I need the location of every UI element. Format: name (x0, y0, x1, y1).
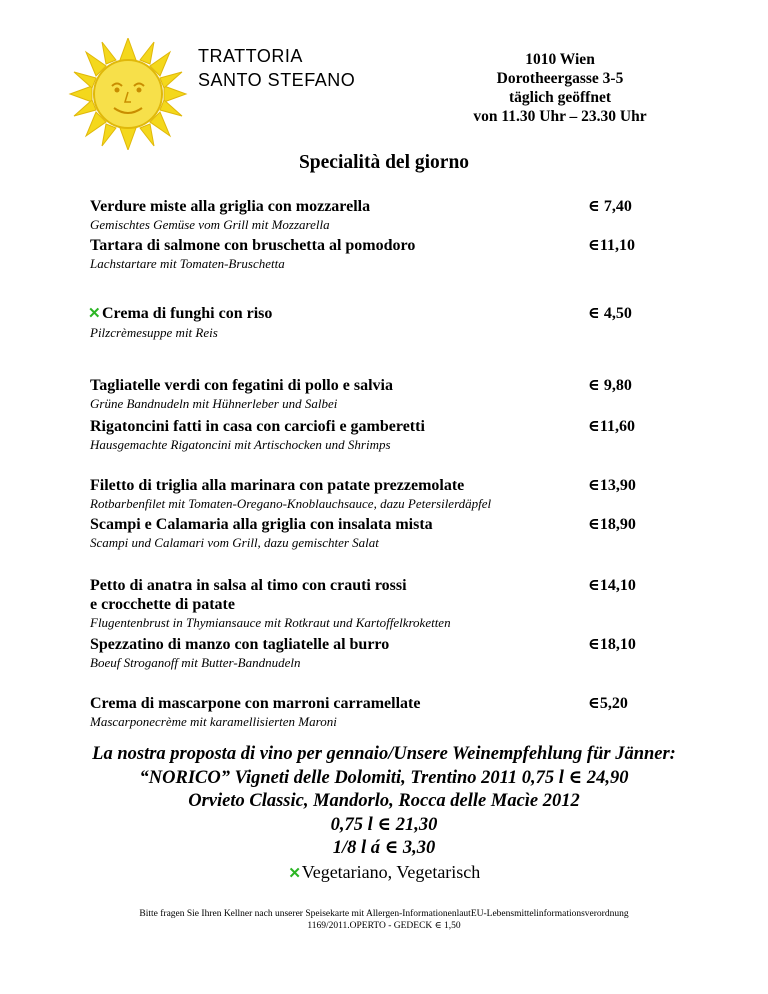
menu-item-translation: Gemischtes Gemüse vom Grill mit Mozzarella (90, 217, 330, 232)
menu-item-name: Scampi e Calamaria alla griglia con insalata mista (90, 516, 433, 533)
menu-item-name: Filetto di triglia alla marinara con patate prezzemolate (90, 477, 465, 494)
menu-item (90, 236, 670, 272)
menu-item-translation: Rotbarbenfilet mit Tomaten-Oregano-Knoblauchsauce, dazu Petersilerdäpfel (90, 496, 492, 511)
menu-item-price: ∈ 7,40 (588, 198, 632, 215)
menu-item-name: Tagliatelle verdi con fegatini di pollo e salvia (90, 377, 393, 394)
menu-item-name: Crema di funghi con riso (102, 305, 273, 322)
menu-item-name: Petto di anatra in salsa al timo con crauti rossi (90, 577, 407, 594)
menu-item-name: Spezzatino di manzo con tagliatelle al burro (90, 636, 390, 653)
wine-line: “NORICO” Vigneti delle Dolomiti, Trentino 2011 0,75 l ∈ 24,90 (139, 767, 629, 788)
menu-item-price: ∈5,20 (588, 695, 628, 712)
menu-item-translation: Grüne Bandnudeln mit Hühnerleber und Salbei (90, 396, 338, 411)
wine-price-glass: 1/8 l á ∈ 3,30 (332, 838, 436, 858)
wine-recommendation (0, 743, 768, 886)
leaf-cross-icon: ✕ (88, 306, 101, 322)
menu-item-translation: Hausgemachte Rigatoncini mit Artischocken und Shrimps (90, 437, 391, 452)
menu-item (90, 576, 670, 631)
sun-face-icon (58, 38, 198, 150)
wine-heading: La nostra proposta di vino per gennaio/Unsere Weinempfehlung für Jänner: (92, 744, 676, 764)
menu-item-price: ∈14,10 (588, 577, 636, 594)
menu-item-name-line2: e crocchette di patate (90, 596, 235, 613)
address-line: täglich geöffnet (508, 89, 611, 106)
vegetarian-legend-text: Vegetariano, Vegetarisch (301, 861, 481, 882)
restaurant-name-line2: SANTO STEFANO (198, 70, 356, 90)
menu-item-price: ∈ 4,50 (588, 305, 632, 322)
menu-item-price: ∈18,10 (588, 636, 636, 653)
menu-item (90, 304, 670, 341)
menu-item-name: Rigatoncini fatti in casa con carciofi e gamberetti (90, 418, 425, 435)
menu-item-price: ∈11,10 (588, 237, 635, 254)
wine-price-bottle: 0,75 l ∈ 21,30 (330, 814, 438, 835)
menu-item (90, 376, 670, 412)
restaurant-logo-text (198, 44, 355, 92)
address-line: 1010 Wien (525, 51, 595, 68)
menu-item-name: Verdure miste alla griglia con mozzarella (90, 198, 371, 215)
menu-item (90, 635, 670, 671)
menu-item-translation: Scampi und Calamari vom Grill, dazu gemischter Salat (90, 535, 379, 550)
menu-item-price: ∈11,60 (588, 418, 635, 435)
menu-item (90, 476, 670, 512)
menu-item-name: Crema di mascarpone con marroni carramellate (90, 695, 421, 712)
menu-item-translation: Lachstartare mit Tomaten-Bruschetta (90, 256, 285, 271)
menu-item-price: ∈13,90 (588, 477, 636, 494)
menu-item-translation: Pilzcrèmesuppe mit Reis (90, 325, 218, 340)
menu-title: Specialità del giorno (298, 152, 470, 173)
menu-item (90, 417, 670, 453)
address-line: von 11.30 Uhr – 23.30 Uhr (473, 108, 647, 125)
menu-item-translation: Flugentenbrust in Thymiansauce mit Rotkraut und Kartoffelkroketten (90, 615, 451, 630)
footer-line: Bitte fragen Sie Ihren Kellner nach unserer Speisekarte mit Allergen-InformationenlautEU-Lebensmittelinformationsverordnung (139, 909, 629, 919)
address-line: Dorotheergasse 3-5 (496, 70, 624, 87)
leaf-cross-icon: ✕ (288, 865, 301, 882)
vegetarian-legend (0, 861, 768, 887)
restaurant-name-line1: TRATTORIA (198, 46, 303, 66)
footer-line: 1169/2011.OPERTO - GEDECK ∈ 1,50 (307, 921, 461, 931)
menu-item-name: Tartara di salmone con bruschetta al pomodoro (90, 237, 416, 254)
menu-item-translation: Mascarponecrème mit karamellisierten Maroni (90, 714, 337, 729)
menu-item (90, 515, 670, 551)
menu-item-translation: Boeuf Stroganoff mit Butter-Bandnudeln (90, 655, 301, 670)
menu-item (90, 694, 670, 730)
footer-note (0, 908, 768, 932)
restaurant-address (440, 50, 680, 126)
menu-item-price: ∈ 9,80 (588, 377, 632, 394)
wine-line: Orvieto Classic, Mandorlo, Rocca delle Macìe 2012 (188, 791, 580, 811)
menu-item (90, 197, 670, 233)
menu-item-price: ∈18,90 (588, 516, 636, 533)
